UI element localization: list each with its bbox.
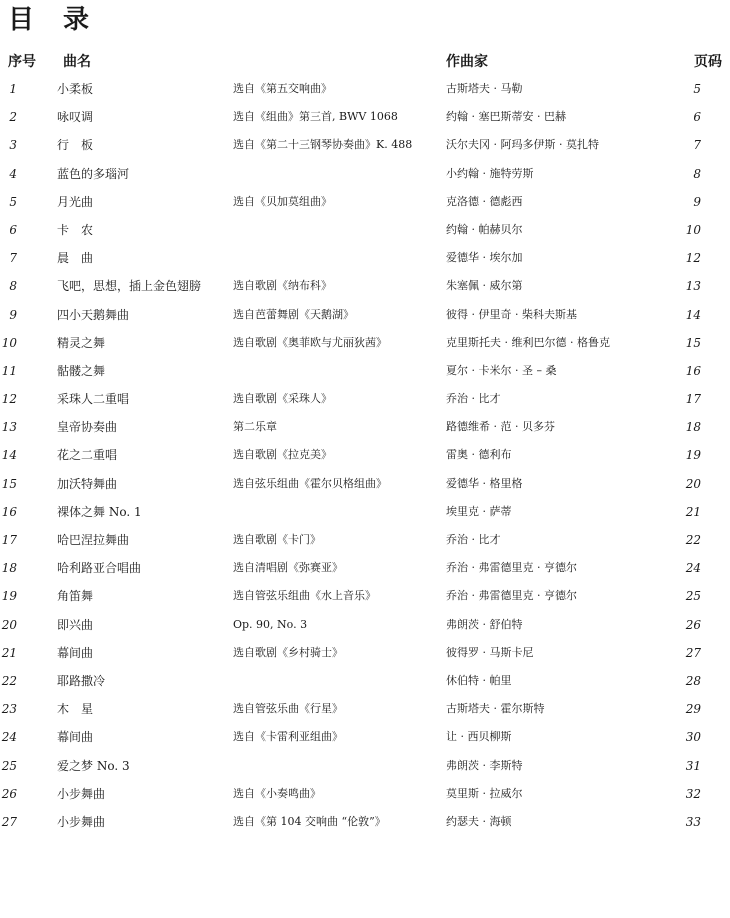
entry-title: 加沃特舞曲 [57, 476, 118, 491]
entry-number: 23 [1, 702, 17, 717]
entry-page: 7 [693, 138, 701, 153]
entry-number: 8 [9, 279, 17, 294]
list-item[interactable] [0, 159, 730, 187]
list-item[interactable] [0, 722, 730, 750]
entry-title: 花之二重唱 [57, 448, 118, 463]
entry-composer: 弗朗茨 · 李斯特 [446, 758, 523, 772]
entry-title: 木 星 [57, 702, 94, 717]
list-item[interactable] [0, 187, 730, 215]
entry-composer: 约瑟夫 · 海顿 [446, 814, 512, 828]
entry-title: 蓝色的多瑙河 [57, 166, 130, 181]
entry-title: 精灵之舞 [57, 335, 106, 350]
entry-number: 4 [9, 166, 17, 181]
entry-page: 14 [685, 307, 701, 322]
entry-composer: 克里斯托夫 · 维利巴尔德 · 格鲁克 [446, 335, 610, 349]
list-item[interactable] [0, 102, 730, 130]
entry-source: 选自《卡雷利亚组曲》 [233, 730, 343, 744]
entry-page: 18 [685, 420, 701, 435]
entry-number: 19 [1, 589, 17, 604]
entry-composer: 古斯塔夫 · 霍尔斯特 [446, 702, 545, 716]
entry-number: 15 [1, 476, 17, 491]
entry-page: 6 [693, 110, 701, 125]
entry-source: 选自《第二十三钢琴协奏曲》K. 488 [233, 138, 413, 152]
entry-composer: 莫里斯 · 拉威尔 [446, 786, 523, 800]
entry-title: 卡 农 [57, 222, 94, 237]
entry-number: 3 [9, 138, 17, 153]
list-item[interactable] [0, 300, 730, 328]
page-title: 目 录 [8, 5, 100, 35]
entry-page: 29 [685, 702, 701, 717]
entry-title: 幕间曲 [57, 730, 94, 745]
entry-page: 32 [685, 786, 701, 801]
entry-page: 15 [685, 335, 701, 350]
entry-composer: 让 · 西贝柳斯 [446, 730, 512, 744]
list-item[interactable] [0, 74, 730, 102]
list-item[interactable] [0, 807, 730, 835]
entry-number: 14 [1, 448, 17, 463]
entry-title: 角笛舞 [57, 589, 94, 604]
entry-number: 5 [9, 194, 17, 209]
entry-composer: 乔治 · 比才 [446, 533, 501, 546]
entry-number: 20 [1, 617, 17, 632]
list-item[interactable] [0, 412, 730, 440]
entry-title: 小步舞曲 [57, 786, 106, 801]
entry-title: 咏叹调 [57, 110, 94, 125]
entry-composer: 彼得罗 · 马斯卡尼 [446, 645, 534, 659]
entry-title: 哈利路亚合唱曲 [57, 561, 142, 576]
entry-composer: 乔治 · 比才 [446, 392, 501, 406]
entry-number: 6 [9, 222, 17, 237]
list-item[interactable] [0, 440, 730, 468]
entry-number: 22 [1, 673, 17, 688]
entry-page: 30 [685, 730, 701, 745]
entry-title: 爱之梦 No. 3 [57, 758, 130, 773]
list-item[interactable] [0, 751, 730, 779]
list-item[interactable] [0, 666, 730, 694]
entry-page: 27 [685, 645, 701, 660]
entry-page: 20 [685, 476, 701, 491]
entry-composer: 彼得 · 伊里奇 · 柴科夫斯基 [446, 307, 577, 321]
list-item[interactable] [0, 328, 730, 356]
entry-number: 27 [1, 814, 17, 829]
entry-title: 四小天鹅舞曲 [57, 307, 130, 322]
entry-source: 选自《第五交响曲》 [233, 82, 332, 95]
entry-composer: 埃里克 · 萨蒂 [446, 504, 512, 518]
entry-composer: 乔治 · 弗雷德里克 · 亨德尔 [446, 561, 577, 575]
entry-number: 2 [9, 110, 17, 125]
entry-number: 1 [9, 82, 17, 96]
entry-page: 5 [693, 82, 701, 96]
list-item[interactable] [0, 243, 730, 271]
entry-title: 骷髅之舞 [57, 363, 106, 378]
entry-page: 17 [685, 392, 701, 407]
entry-title: 小柔板 [57, 82, 94, 96]
entry-source: 选自清唱剧《弥赛亚》 [233, 561, 343, 575]
entry-page: 13 [685, 279, 701, 294]
entry-page: 31 [685, 758, 701, 773]
list-item[interactable] [0, 497, 730, 525]
entry-page: 8 [693, 166, 701, 181]
entry-page: 21 [685, 504, 701, 519]
entry-source: 选自歌剧《卡门》 [233, 533, 321, 546]
entry-title: 哈巴涅拉舞曲 [57, 533, 130, 547]
entry-source: 选自《贝加莫组曲》 [233, 194, 332, 208]
entry-title: 即兴曲 [57, 617, 94, 632]
entry-number: 21 [1, 645, 17, 660]
entry-composer: 沃尔夫冈 · 阿玛多伊斯 · 莫扎特 [446, 138, 599, 152]
list-item[interactable] [0, 525, 730, 553]
entry-source: 选自歌剧《纳布科》 [233, 279, 332, 293]
list-item[interactable] [0, 553, 730, 581]
entry-title: 晨 曲 [57, 251, 94, 266]
list-item[interactable] [0, 469, 730, 497]
entry-source: 选自弦乐组曲《霍尔贝格组曲》 [233, 476, 387, 490]
entry-source: 选自歌剧《拉克美》 [233, 448, 332, 462]
entry-title: 耶路撒冷 [57, 673, 106, 688]
entry-source: 选自歌剧《乡村骑士》 [233, 645, 343, 659]
list-item[interactable] [0, 130, 730, 158]
entry-number: 12 [1, 392, 17, 407]
entry-number: 16 [1, 504, 17, 519]
entry-page: 28 [685, 673, 701, 688]
list-item[interactable] [0, 581, 730, 609]
entry-page: 19 [685, 448, 701, 463]
header-title: 曲名 [63, 54, 91, 70]
entry-page: 24 [685, 561, 701, 576]
entry-composer: 朱塞佩 · 威尔第 [446, 279, 523, 293]
header-page: 页码 [694, 54, 722, 70]
entry-composer: 古斯塔夫 · 马勒 [446, 82, 523, 95]
entry-title: 裸体之舞 No. 1 [57, 504, 142, 519]
entry-source: 选自《第 104 交响曲 “伦敦”》 [233, 814, 386, 828]
entry-source: 选自管弦乐曲《行星》 [233, 702, 343, 716]
list-item[interactable] [0, 610, 730, 638]
entry-title: 飞吧，思想，插上金色翅膀 [57, 279, 202, 294]
entry-composer: 弗朗茨 · 舒伯特 [446, 617, 523, 631]
entry-source: 选自歌剧《采珠人》 [233, 392, 332, 406]
entry-composer: 爱德华 · 埃尔加 [446, 251, 523, 265]
entry-page: 33 [685, 814, 701, 829]
list-item[interactable] [0, 638, 730, 666]
list-item[interactable] [0, 215, 730, 243]
entry-page: 26 [685, 617, 701, 632]
entry-composer: 乔治 · 弗雷德里克 · 亨德尔 [446, 589, 577, 603]
entry-number: 26 [1, 786, 17, 801]
header-composer: 作曲家 [446, 54, 488, 70]
entry-source: 选自《组曲》第三首, BWV 1068 [233, 110, 398, 124]
list-item[interactable] [0, 356, 730, 384]
entry-source: Op. 90, No. 3 [233, 617, 308, 631]
entry-number: 17 [1, 533, 17, 547]
entry-page: 12 [685, 251, 701, 266]
list-item[interactable] [0, 694, 730, 722]
entry-composer: 雷奥 · 德利布 [446, 448, 512, 462]
table-header [0, 52, 730, 72]
entry-number: 11 [1, 363, 17, 378]
entry-composer: 约翰 · 帕赫贝尔 [446, 222, 523, 236]
entry-composer: 休伯特 · 帕里 [446, 673, 512, 687]
entry-composer: 夏尔 · 卡米尔 · 圣 – 桑 [446, 363, 557, 377]
entry-title: 行 板 [57, 138, 94, 153]
entry-page: 10 [685, 222, 701, 237]
entry-number: 24 [1, 730, 17, 745]
entry-number: 25 [1, 758, 17, 773]
entry-title: 小步舞曲 [57, 814, 106, 829]
list-item[interactable] [0, 271, 730, 299]
entry-number: 9 [9, 307, 17, 322]
entry-number: 13 [1, 420, 17, 435]
entry-page: 25 [685, 589, 701, 604]
entry-source: 第二乐章 [233, 420, 277, 434]
entry-number: 18 [1, 561, 17, 576]
entry-page: 16 [685, 363, 701, 378]
entry-title: 采珠人二重唱 [57, 392, 130, 407]
entry-composer: 克洛德 · 德彪西 [446, 194, 523, 208]
entry-source: 选自歌剧《奥菲欧与尤丽狄茜》 [233, 335, 387, 349]
header-number: 序号 [8, 54, 36, 70]
entry-composer: 路德维希 · 范 · 贝多芬 [446, 420, 555, 434]
entry-composer: 爱德华 · 格里格 [446, 476, 523, 490]
entry-title: 月光曲 [57, 194, 94, 209]
entry-source: 选自芭蕾舞剧《天鹅湖》 [233, 307, 354, 321]
entry-source: 选自管弦乐组曲《水上音乐》 [233, 589, 376, 603]
entry-source: 选自《小奏鸣曲》 [233, 786, 321, 800]
entry-composer: 约翰 · 塞巴斯蒂安 · 巴赫 [446, 110, 566, 124]
entry-title: 幕间曲 [57, 645, 94, 660]
contents-list [0, 74, 730, 835]
entry-composer: 小约翰 · 施特劳斯 [446, 166, 534, 180]
list-item[interactable] [0, 779, 730, 807]
entry-page: 22 [685, 533, 701, 547]
entry-number: 7 [9, 251, 17, 266]
entry-number: 10 [1, 335, 17, 350]
entry-title: 皇帝协奏曲 [57, 420, 118, 435]
list-item[interactable] [0, 384, 730, 412]
entry-page: 9 [693, 194, 701, 209]
